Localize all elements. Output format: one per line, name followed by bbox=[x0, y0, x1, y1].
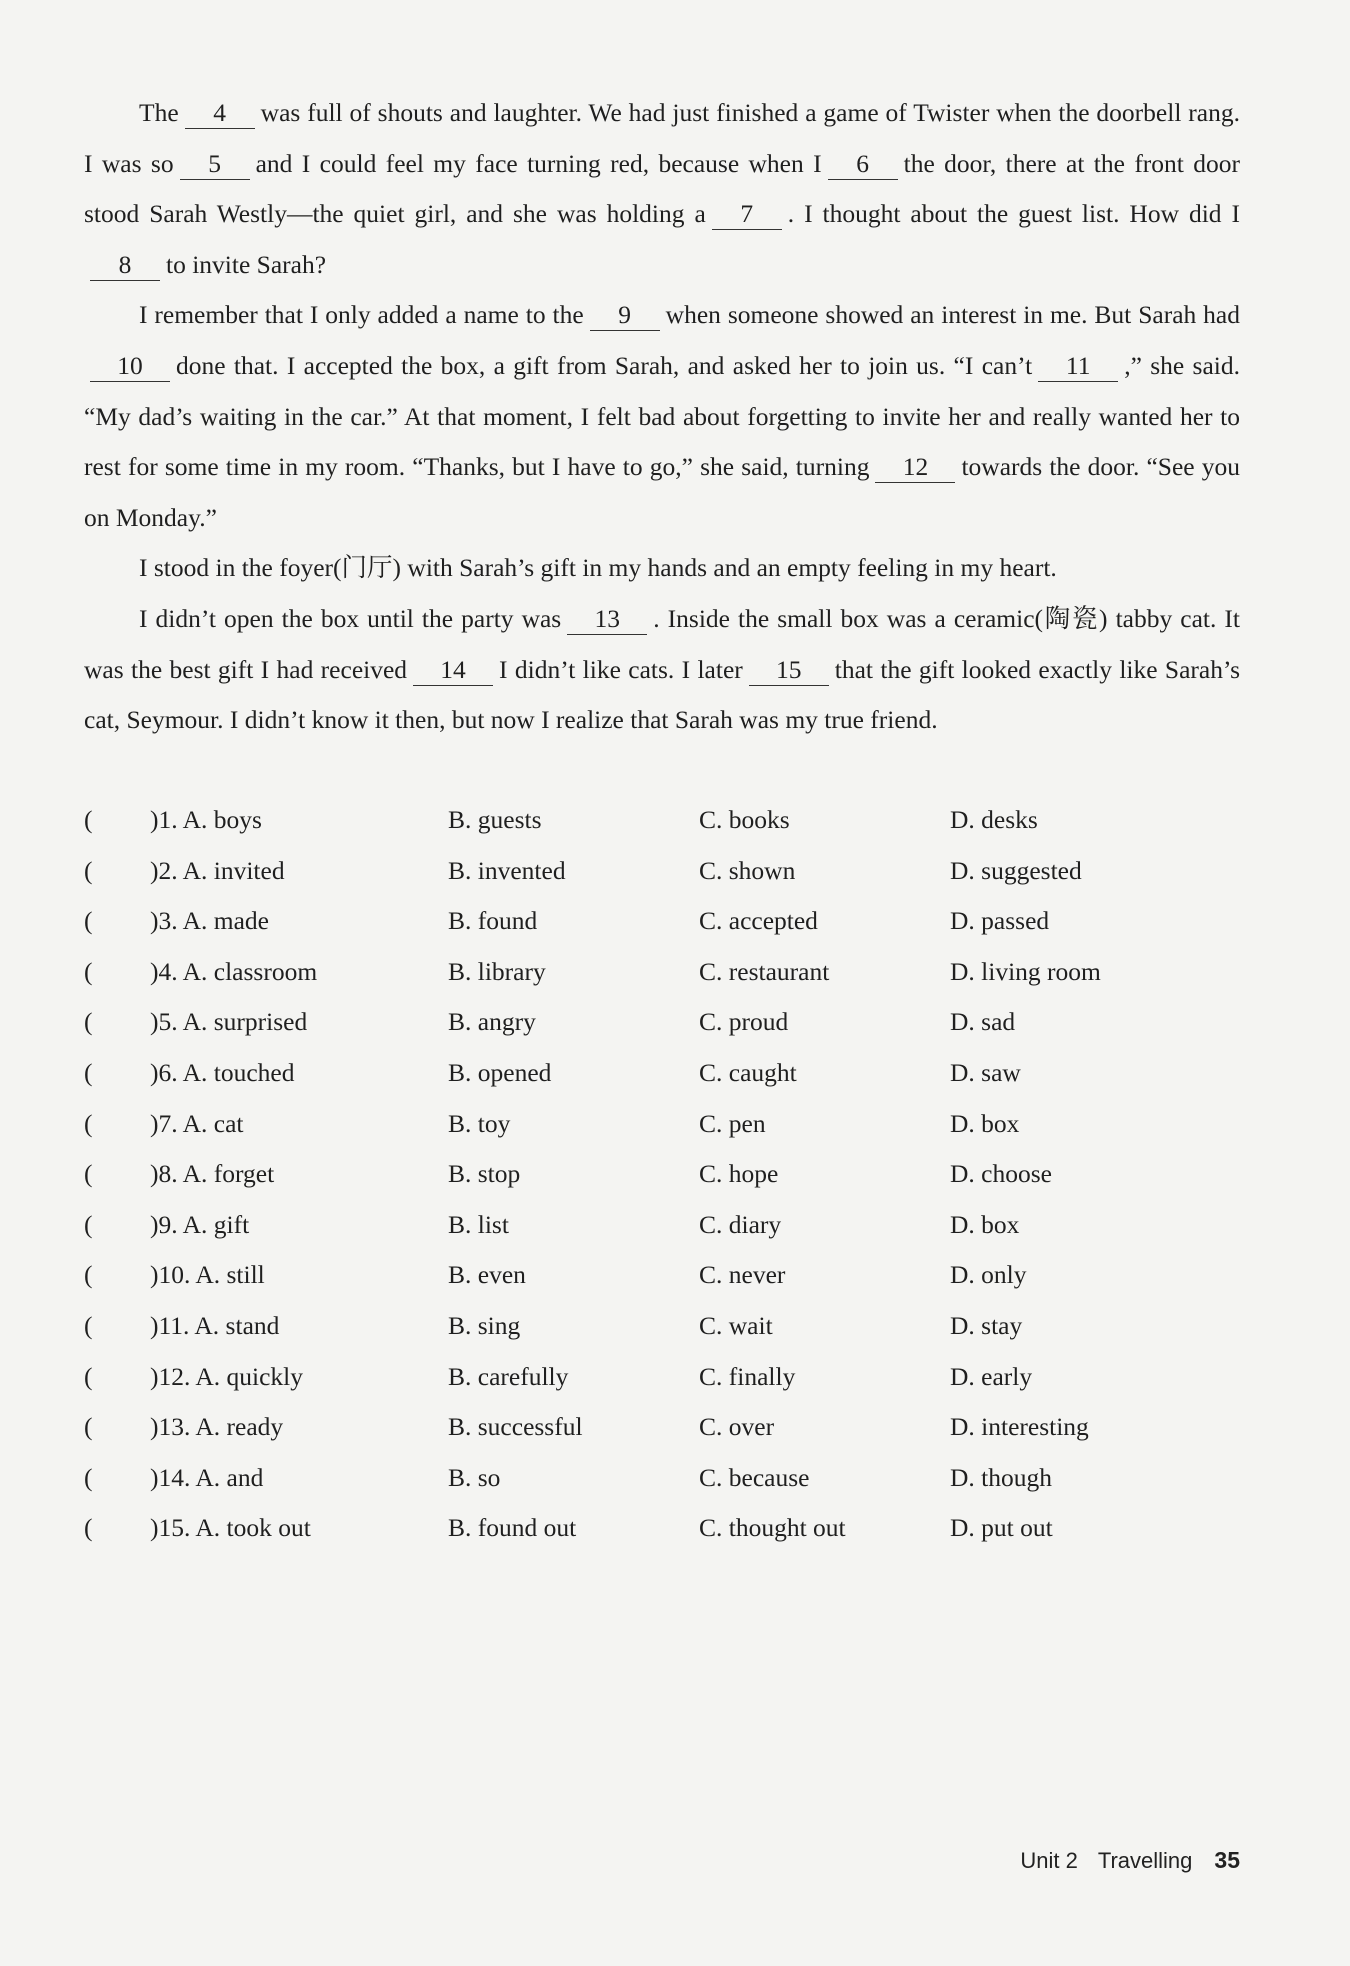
option-a: )8. A. forget bbox=[150, 1159, 275, 1189]
blank-8: 8 bbox=[90, 250, 160, 281]
option-c: C. finally bbox=[699, 1361, 796, 1391]
question-row bbox=[84, 1200, 1240, 1251]
option-c: C. restaurant bbox=[699, 956, 830, 986]
option-c: C. over bbox=[699, 1412, 775, 1442]
blank-5: 5 bbox=[180, 149, 250, 180]
option-b: B. angry bbox=[448, 1007, 536, 1037]
question-row bbox=[84, 947, 1240, 998]
question-row bbox=[84, 846, 1240, 897]
question-row bbox=[84, 1503, 1240, 1554]
option-b: B. found bbox=[448, 906, 538, 936]
option-d: D. living room bbox=[950, 956, 1101, 986]
option-a: )10. A. still bbox=[150, 1260, 265, 1290]
question-row bbox=[84, 1250, 1240, 1301]
option-d: D. suggested bbox=[950, 855, 1082, 885]
option-d: D. only bbox=[950, 1260, 1027, 1290]
answer-bracket[interactable]: ( bbox=[84, 1361, 93, 1391]
option-d: D. put out bbox=[950, 1513, 1053, 1543]
blank-12: 12 bbox=[875, 452, 955, 483]
unit-label: Unit 2 bbox=[1020, 1848, 1078, 1873]
option-d: D. though bbox=[950, 1462, 1052, 1492]
question-row bbox=[84, 1453, 1240, 1504]
option-d: D. box bbox=[950, 1209, 1020, 1239]
option-b: B. library bbox=[448, 956, 546, 986]
answer-bracket[interactable]: ( bbox=[84, 855, 93, 885]
option-c: C. accepted bbox=[699, 906, 818, 936]
option-c: C. hope bbox=[699, 1159, 779, 1189]
option-d: D. early bbox=[950, 1361, 1033, 1391]
answer-bracket[interactable]: ( bbox=[84, 1057, 93, 1087]
answer-bracket[interactable]: ( bbox=[84, 906, 93, 936]
option-c: C. wait bbox=[699, 1310, 773, 1340]
option-c: C. because bbox=[699, 1462, 810, 1492]
question-row bbox=[84, 896, 1240, 947]
answer-bracket[interactable]: ( bbox=[84, 1462, 93, 1492]
option-c: C. thought out bbox=[699, 1513, 846, 1543]
option-c: C. shown bbox=[699, 855, 796, 885]
option-b: B. carefully bbox=[448, 1361, 569, 1391]
answer-bracket[interactable]: ( bbox=[84, 956, 93, 986]
paragraph-1: The 4 was full of shouts and laughter. We had just finished a game of Twister when the doorbell rang. I was so 5 and I could feel my face turning red, because when I 6 the door, there at the front door stood Sarah Westly—the quiet girl, and she was holding a 7 . I thought about the guest list. How did I8 to invite Sarah? bbox=[84, 98, 1241, 279]
option-a: )14. A. and bbox=[150, 1462, 264, 1492]
option-a: )11. A. stand bbox=[150, 1310, 280, 1340]
option-b: B. invented bbox=[448, 855, 566, 885]
blank-9: 9 bbox=[590, 300, 660, 331]
blank-6: 6 bbox=[828, 149, 898, 180]
paragraph-3: I stood in the foyer(门厅) with Sarah’s gift in my hands and an empty feeling in my heart. bbox=[139, 553, 1057, 583]
paragraph-2: I remember that I only added a name to the 9 when someone showed an interest in me. But Sarah had10 done that. I accepted the box, a gift from Sarah, and asked her to join us. “I can’t 11 ,” she said. “My dad’s waiting in the car.” At that moment, I felt bad about forgetting to invite her and really wanted her to rest for some time in my room. “Thanks, but I have to go,” she said, turning 12 towards the door. “See you on Monday.” bbox=[84, 300, 1241, 532]
question-row bbox=[84, 997, 1240, 1048]
option-b: B. even bbox=[448, 1260, 526, 1290]
question-row bbox=[84, 1352, 1240, 1403]
blank-14: 14 bbox=[413, 655, 493, 686]
option-a: )2. A. invited bbox=[150, 855, 285, 885]
option-b: B. successful bbox=[448, 1412, 583, 1442]
option-c: C. diary bbox=[699, 1209, 782, 1239]
question-row bbox=[84, 1048, 1240, 1099]
paragraph-4: I didn’t open the box until the party was 13 . Inside the small box was a ceramic(陶瓷) tabby cat. It was the best gift I had received 14 I didn’t like cats. I later 15 that the gift looked exactly like Sarah’s cat, Seymour. I didn’t know it then, but now I realize that Sarah was my true friend. bbox=[84, 603, 1240, 735]
blank-10: 10 bbox=[90, 351, 170, 382]
option-d: D. saw bbox=[950, 1057, 1021, 1087]
blank-13: 13 bbox=[567, 604, 647, 635]
option-c: C. pen bbox=[699, 1108, 766, 1138]
option-a: )7. A. cat bbox=[150, 1108, 244, 1138]
option-c: C. caught bbox=[699, 1057, 797, 1087]
option-a: )6. A. touched bbox=[150, 1057, 295, 1087]
answer-bracket[interactable]: ( bbox=[84, 1159, 93, 1189]
question-row bbox=[84, 795, 1240, 846]
option-c: C. books bbox=[699, 805, 790, 834]
option-a: )12. A. quickly bbox=[150, 1361, 303, 1391]
option-d: D. sad bbox=[950, 1007, 1016, 1037]
question-row bbox=[84, 1402, 1240, 1453]
question-row bbox=[84, 1099, 1240, 1150]
option-d: D. desks bbox=[950, 805, 1038, 834]
question-list bbox=[84, 795, 1240, 1554]
option-a: )4. A. classroom bbox=[150, 956, 318, 986]
option-a: )1. A. boys bbox=[150, 805, 262, 834]
reading-passage bbox=[84, 88, 1240, 746]
option-a: )5. A. surprised bbox=[150, 1007, 308, 1037]
answer-bracket[interactable]: ( bbox=[84, 805, 93, 834]
option-b: B. sing bbox=[448, 1310, 521, 1340]
option-d: D. passed bbox=[950, 906, 1050, 936]
answer-bracket[interactable]: ( bbox=[84, 1260, 93, 1290]
answer-bracket[interactable]: ( bbox=[84, 1412, 93, 1442]
option-a: )9. A. gift bbox=[150, 1209, 250, 1239]
answer-bracket[interactable]: ( bbox=[84, 1007, 93, 1037]
option-c: C. never bbox=[699, 1260, 786, 1290]
blank-11: 11 bbox=[1038, 351, 1118, 382]
blank-7: 7 bbox=[712, 199, 782, 230]
answer-bracket[interactable]: ( bbox=[84, 1209, 93, 1239]
option-b: B. guests bbox=[448, 805, 542, 834]
answer-bracket[interactable]: ( bbox=[84, 1108, 93, 1138]
option-b: B. opened bbox=[448, 1057, 552, 1087]
question-row bbox=[84, 1149, 1240, 1200]
option-d: D. box bbox=[950, 1108, 1020, 1138]
option-a: )13. A. ready bbox=[150, 1412, 284, 1442]
option-b: B. stop bbox=[448, 1159, 521, 1189]
option-a: )15. A. took out bbox=[150, 1513, 311, 1543]
option-b: B. list bbox=[448, 1209, 509, 1239]
page-number: 35 bbox=[1214, 1847, 1240, 1873]
unit-title: Travelling bbox=[1097, 1848, 1193, 1873]
option-d: D. stay bbox=[950, 1310, 1023, 1340]
option-b: B. found out bbox=[448, 1513, 577, 1543]
option-b: B. toy bbox=[448, 1108, 511, 1138]
answer-bracket[interactable]: ( bbox=[84, 1513, 93, 1543]
question-row bbox=[84, 1301, 1240, 1352]
page-footer bbox=[1020, 1847, 1240, 1874]
option-b: B. so bbox=[448, 1462, 501, 1492]
blank-4: 4 bbox=[185, 98, 255, 129]
option-a: )3. A. made bbox=[150, 906, 269, 936]
blank-15: 15 bbox=[749, 655, 829, 686]
answer-bracket[interactable]: ( bbox=[84, 1310, 93, 1340]
option-d: D. choose bbox=[950, 1159, 1052, 1189]
option-c: C. proud bbox=[699, 1007, 789, 1037]
option-d: D. interesting bbox=[950, 1412, 1089, 1442]
